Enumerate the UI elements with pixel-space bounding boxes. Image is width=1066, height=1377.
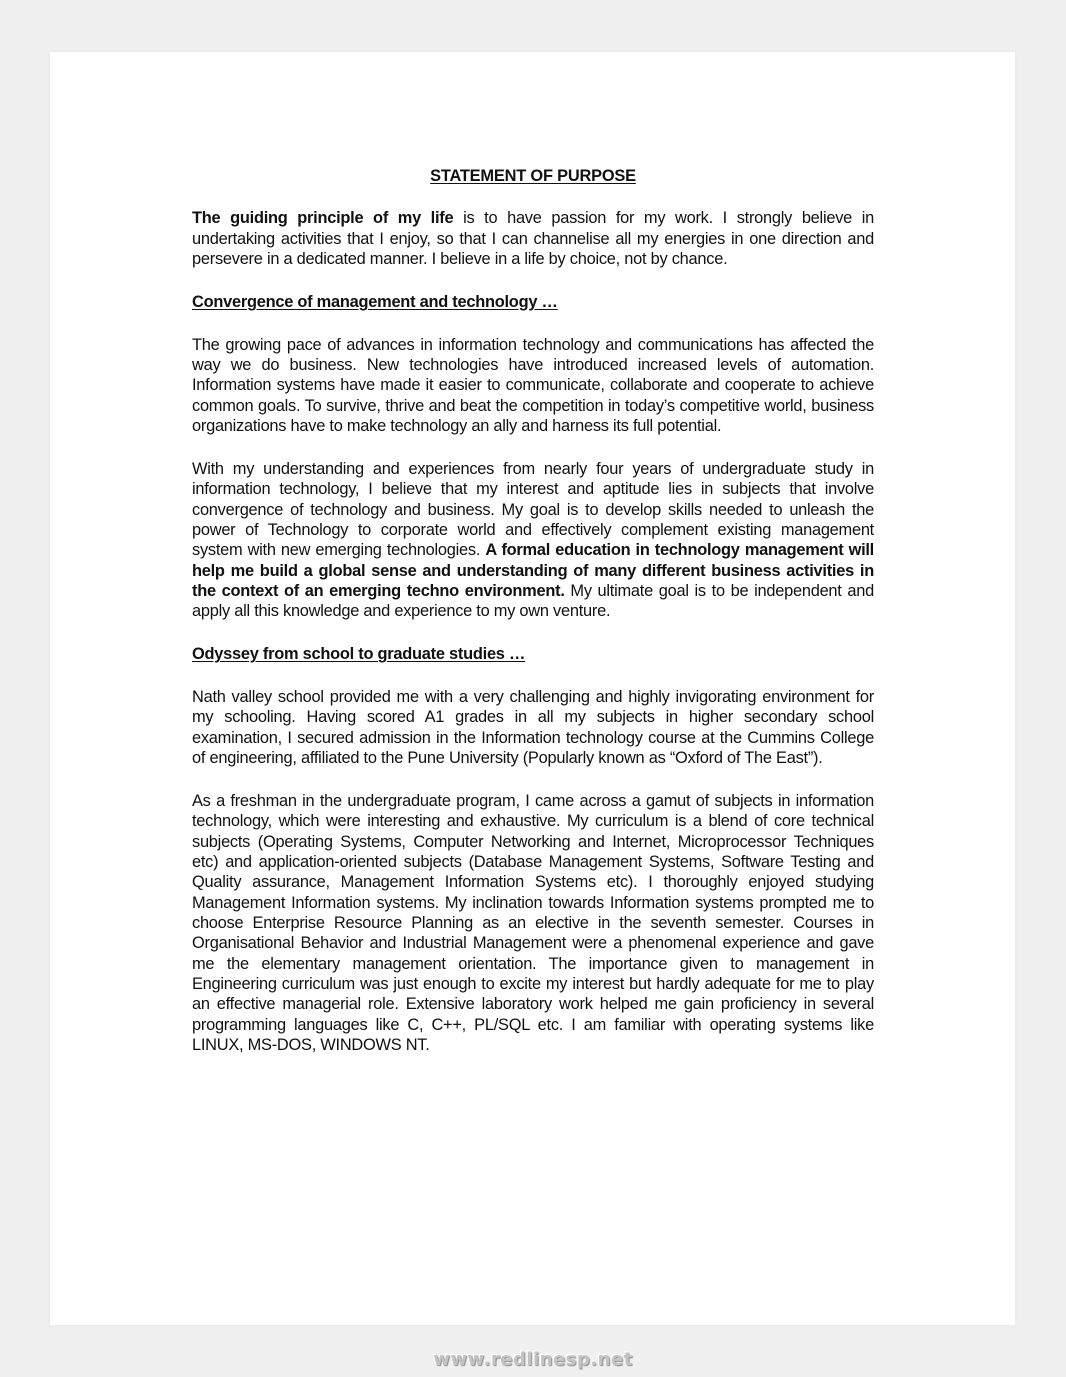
intro-bold-lead: The guiding principle of my life [192, 209, 454, 228]
paragraph-odyssey-2: As a freshman in the undergraduate program, I came across a gamut of subjects in information technology, which were interesting and exhaustive. My curriculum is a blend of core technical subjects (Operating Systems, Computer Networking and Internet, Microprocessor Techniques etc) and application-oriented subjects (Database Management Systems, Software Testing and Quality assurance, Management Information Systems etc). I thoroughly enjoyed studying Management Information systems. My inclination towards Information systems prompted me to choose Enterprise Resource Planning as an elective in the seventh semester. Courses in Organisational Behavior and Industrial Management were a phenomenal experience and gave me the elementary management orientation. The importance given to management in Engineering curriculum was just enough to excite my interest but hardly adequate for me to play an effective managerial role. Extensive laboratory work helped me gain proficiency in several programming languages like C, C++, PL/SQL etc. I am familiar with operating systems like LINUX, MS-DOS, WINDOWS NT. [192, 791, 874, 1055]
intro-paragraph [192, 208, 874, 269]
section-heading-convergence: Convergence of management and technology … [192, 292, 558, 311]
intro-text: is to have passion for my work. I strongly believe in undertaking activities that I enjoy, so that I can channelise all my energies in one direction and persevere in a dedicated manner. I believe in a life by choice, not by chance. [192, 209, 874, 269]
section-heading-odyssey: Odyssey from school to graduate studies … [192, 645, 526, 664]
paragraph-convergence-2 [192, 459, 874, 622]
paragraph-convergence-1: The growing pace of advances in information technology and communications has affected the way we do business. New technologies have introduced increased levels of automation. Information systems have made it easier to communicate, collaborate and cooperate to achieve common goals. To survive, thrive and beat the competition in today’s competitive world, business organizations have to make technology an ally and harness its full potential. [192, 335, 874, 436]
paragraph-bold-statement: A formal education in technology management will help me build a global sense and understanding of many different business activities in the context of an emerging techno environment. [192, 541, 874, 600]
paragraph-text-after: My ultimate goal is to be independent and apply all this knowledge and experience to my own venture. [192, 582, 874, 621]
document-title: STATEMENT OF PURPOSE [430, 167, 636, 185]
document-body [192, 166, 874, 1078]
document-page [50, 52, 1015, 1325]
paragraph-text-before: With my understanding and experiences from nearly four years of undergraduate study in information technology, I believe that my interest and aptitude lies in subjects that involve convergence of technology and business. My goal is to develop skills needed to unleash the power of Technology to corporate world and effectively complement existing management system with new emerging technologies. [192, 459, 874, 560]
watermark-text: www.redlinesp.net [433, 1349, 633, 1370]
paragraph-odyssey-1: Nath valley school provided me with a very challenging and highly invigorating environment for my schooling. Having scored A1 grades in all my subjects in higher secondary school examination, I secured admission in the Information technology course at the Cummins College of engineering, affiliated to the Pune University (Popularly known as “Oxford of The East”). [192, 688, 874, 768]
